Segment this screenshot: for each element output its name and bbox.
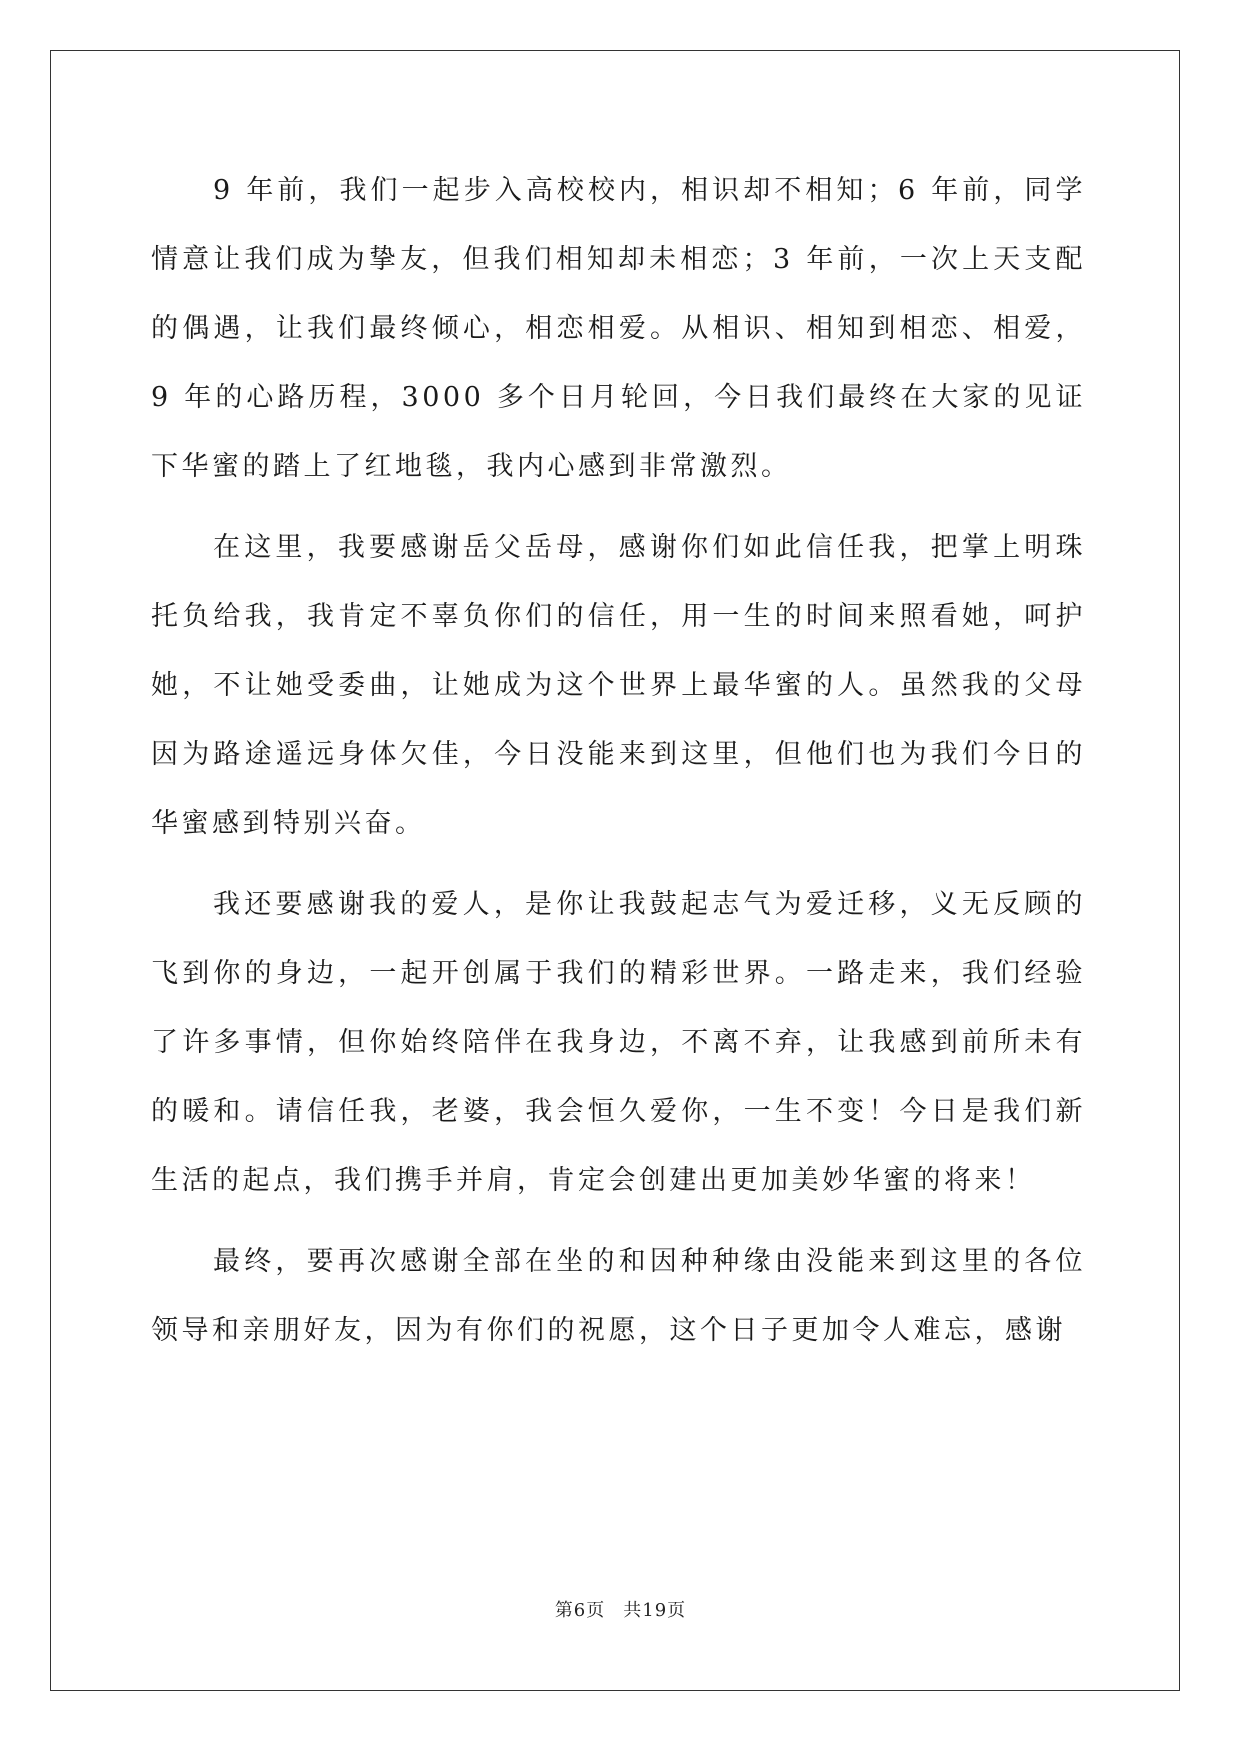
paragraph-3: 我还要感谢我的爱人，是你让我鼓起志气为爱迁移，义无反顾的飞到你的身边，一起开创属于我们的精彩世界。一路走来，我们经验了许多事情，但你始终陪伴在我身边，不离不弃，让我感到前所未有的暖和。请信任我，老婆，我会恒久爱你，一生不变！今日是我们新生活的起点，我们携手并肩，肯定会创建出更加美妙华蜜的将来！ (151, 889, 1086, 1196)
page-footer (0, 1596, 1241, 1622)
paragraph-1: 9 年前，我们一起步入高校校内，相识却不相知；6 年前，同学情意让我们成为挚友，但我们相知却未相恋；3 年前，一次上天支配的偶遇，让我们最终倾心，相恋相爱。从相识、相知到相恋、相爱，9 年的心路历程，3000 多个日月轮回，今日我们最终在大家的见证下华蜜的踏上了红地毯，我内心感到非常激烈。 (151, 175, 1086, 482)
paragraph-4: 最终，要再次感谢全部在坐的和因种种缘由没能来到这里的各位领导和亲朋好友，因为有你们的祝愿，这个日子更加令人难忘，感谢 (151, 1246, 1086, 1346)
page-number-total: 共19页 (623, 1600, 687, 1621)
paragraph-2: 在这里，我要感谢岳父岳母，感谢你们如此信任我，把掌上明珠托负给我，我肯定不辜负你们的信任，用一生的时间来照看她，呵护她，不让她受委曲，让她成为这个世界上最华蜜的人。虽然我的父母因为路途遥远身体欠佳，今日没能来到这里，但他们也为我们今日的华蜜感到特别兴奋。 (151, 532, 1086, 839)
page-number-current: 第6页 (554, 1600, 606, 1621)
document-body (151, 156, 1086, 1377)
